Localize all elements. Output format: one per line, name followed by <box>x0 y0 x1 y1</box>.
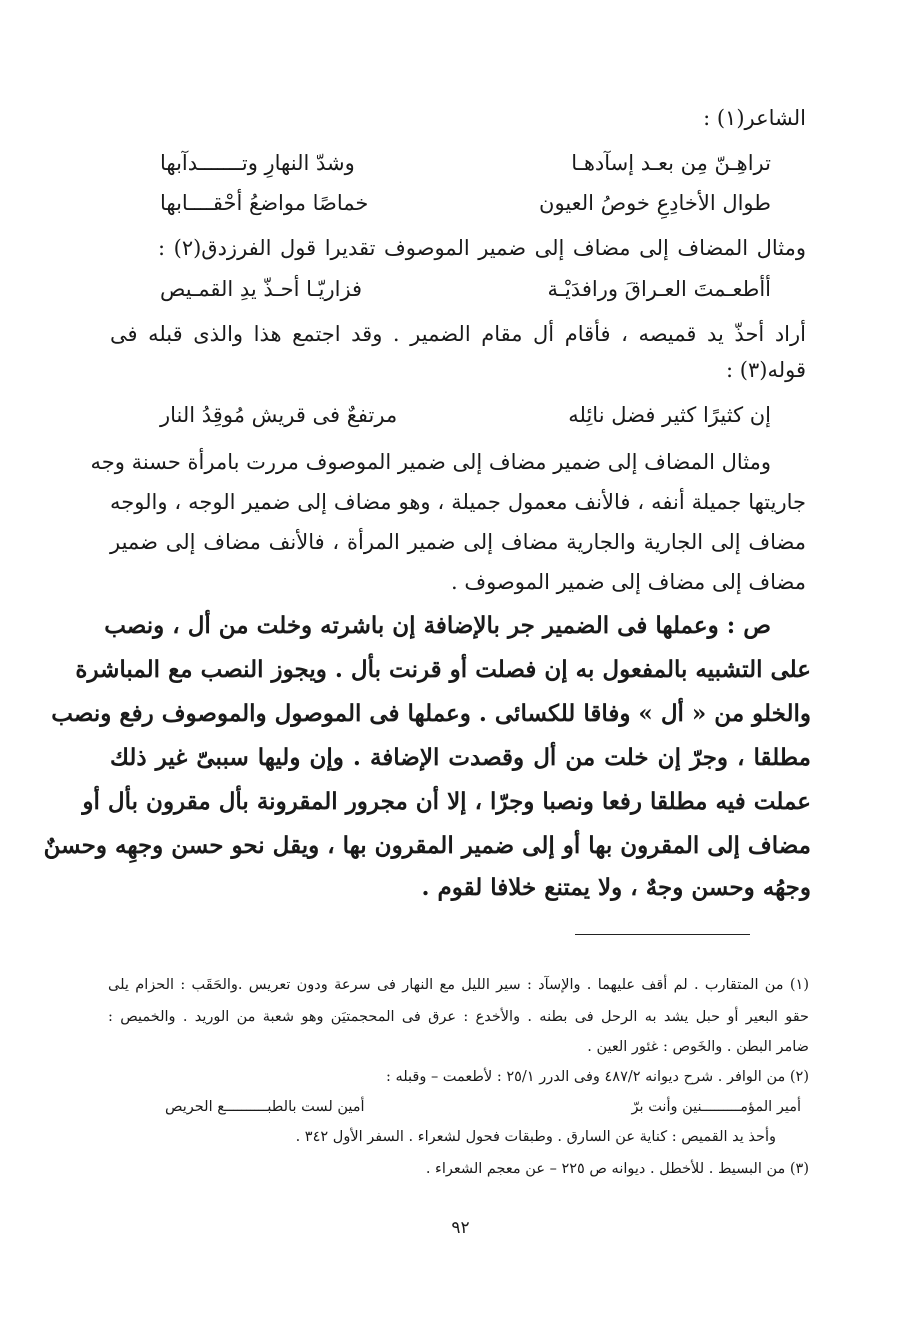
verse1-right-hemistich: تراهِـنّ مِن بعـد إسآدهـا <box>571 151 771 175</box>
bold-para-line: على التشبيه بالمفعول به إن فصلت أو قرنت بأل . ويجوز النصب مع المباشرة <box>75 656 811 683</box>
footnote-separator <box>575 934 750 935</box>
verse3-left-hemistich: فزاريّـا أحـذّ يدِ القمـيص <box>160 277 363 301</box>
verse4-right-hemistich: إن كثيرًا كثير فضل نائِله <box>568 403 771 427</box>
bold-para-line: والخلو من « أل » وفاقا للكسائى . وعملها فى الموصول والموصوف رفع ونصب <box>51 700 811 727</box>
para1-line: قوله(٣) : <box>726 358 806 382</box>
bold-para-line: مطلقا ، وجرّ إن خلت من أل وقصدت الإضافة . وإن وليها سببىّ غير ذلك <box>110 744 811 771</box>
footnote-1-line: ضامر البطن . والخَوص : غئور العين . <box>587 1039 809 1055</box>
footnote-1-line: حقو البعير أو حبل يشد به الرحل فى بطنه . والأخدع : عرق فى المحجمتيَن وهو شعبة من الوريد . والخميص : <box>108 1009 809 1025</box>
footnote-3-line: (٣) من البسيط . للأخطل . ديوانه ص ٢٢٥ – عن معجم الشعراء . <box>425 1161 809 1177</box>
bold-para-line: وجهُه وحسن وجهٌ ، ولا يمتنع خلافا لقوم . <box>421 874 811 901</box>
footnote-2-verse-left: أمين لست بالطبــــــــــع الحريص <box>165 1099 365 1115</box>
verse4-left-hemistich: مرتفعٌ فى قريش مُوقِدُ النار <box>160 403 398 427</box>
verse3-right-hemistich: أأطعـمتَ العـراقَ ورافدَيْـة <box>547 277 771 301</box>
para2-line: ومثال المضاف إلى ضمير مضاف إلى ضمير الموصوف مررت بامرأة حسنة وجه <box>90 450 771 474</box>
bold-para-line: عملت فيه مطلقا رفعا ونصبا وجرّا ، إلا أن مجرور المقرونة بأل مقرون بأل أو <box>82 788 811 815</box>
para2-line: مضاف إلى مضاف إلى ضمير الموصوف . <box>450 570 806 594</box>
para2-line: جاريتها جميلة أنفه ، فالأنف معمول جميلة ، وهو مضاف إلى ضمير الوجه ، والوجه <box>110 490 806 514</box>
footnote-1-line: (١) من المتقارب . لم أقف عليهما . والإسآد : سير الليل مع النهار فى سرعة ودون تعريس .والحَقَب : الحزام يلى <box>108 977 809 993</box>
page-number: ٩٢ <box>451 1218 470 1238</box>
footnote-2-verse-right: أمير المؤمـــــــــنين وأنت برّ <box>631 1099 801 1115</box>
intro-line: الشاعر(١) : <box>703 106 806 130</box>
verse1-left-hemistich: وشدّ النهارِ وتـــــــدآبها <box>160 151 355 175</box>
para1-line: أراد أحذّ يد قميصه ، فأقام أل مقام الضمير . وقد اجتمع هذا والذى قبله فى <box>110 322 806 346</box>
bold-para-line: ص : وعملها فى الضمير جر بالإضافة إن باشرته وخلت من أل ، ونصب <box>104 612 771 639</box>
bold-para-line: مضاف إلى المقرون بها أو إلى ضمير المقرون بها ، ويقل نحو حسن وجهِه وحسنٌ <box>43 832 811 859</box>
verse2-left-hemistich: خماصًا مواضعُ أحْقــــابها <box>160 191 369 215</box>
verse2-right-hemistich: طوال الأخادِعِ خوصُ العيون <box>539 191 771 215</box>
footnote-2-line: (٢) من الوافر . شرح ديوانه ٤٨٧/٢ وفى الدرر ٢٥/١ : لأطعمت – وقبله : <box>385 1069 809 1085</box>
example-line: ومثال المضاف إلى مضاف إلى ضمير الموصوف تقديرا قول الفرزدق(٢) : <box>158 236 807 260</box>
footnote-2-line: وأحذ يد القميص : كناية عن السارق . وطبقات فحول لشعراء . السفر الأول ٣٤٢ . <box>295 1129 776 1145</box>
para2-line: مضاف إلى الجارية والجارية مضاف إلى ضمير المرأة ، فالأنف مضاف إلى ضمير <box>110 530 806 554</box>
